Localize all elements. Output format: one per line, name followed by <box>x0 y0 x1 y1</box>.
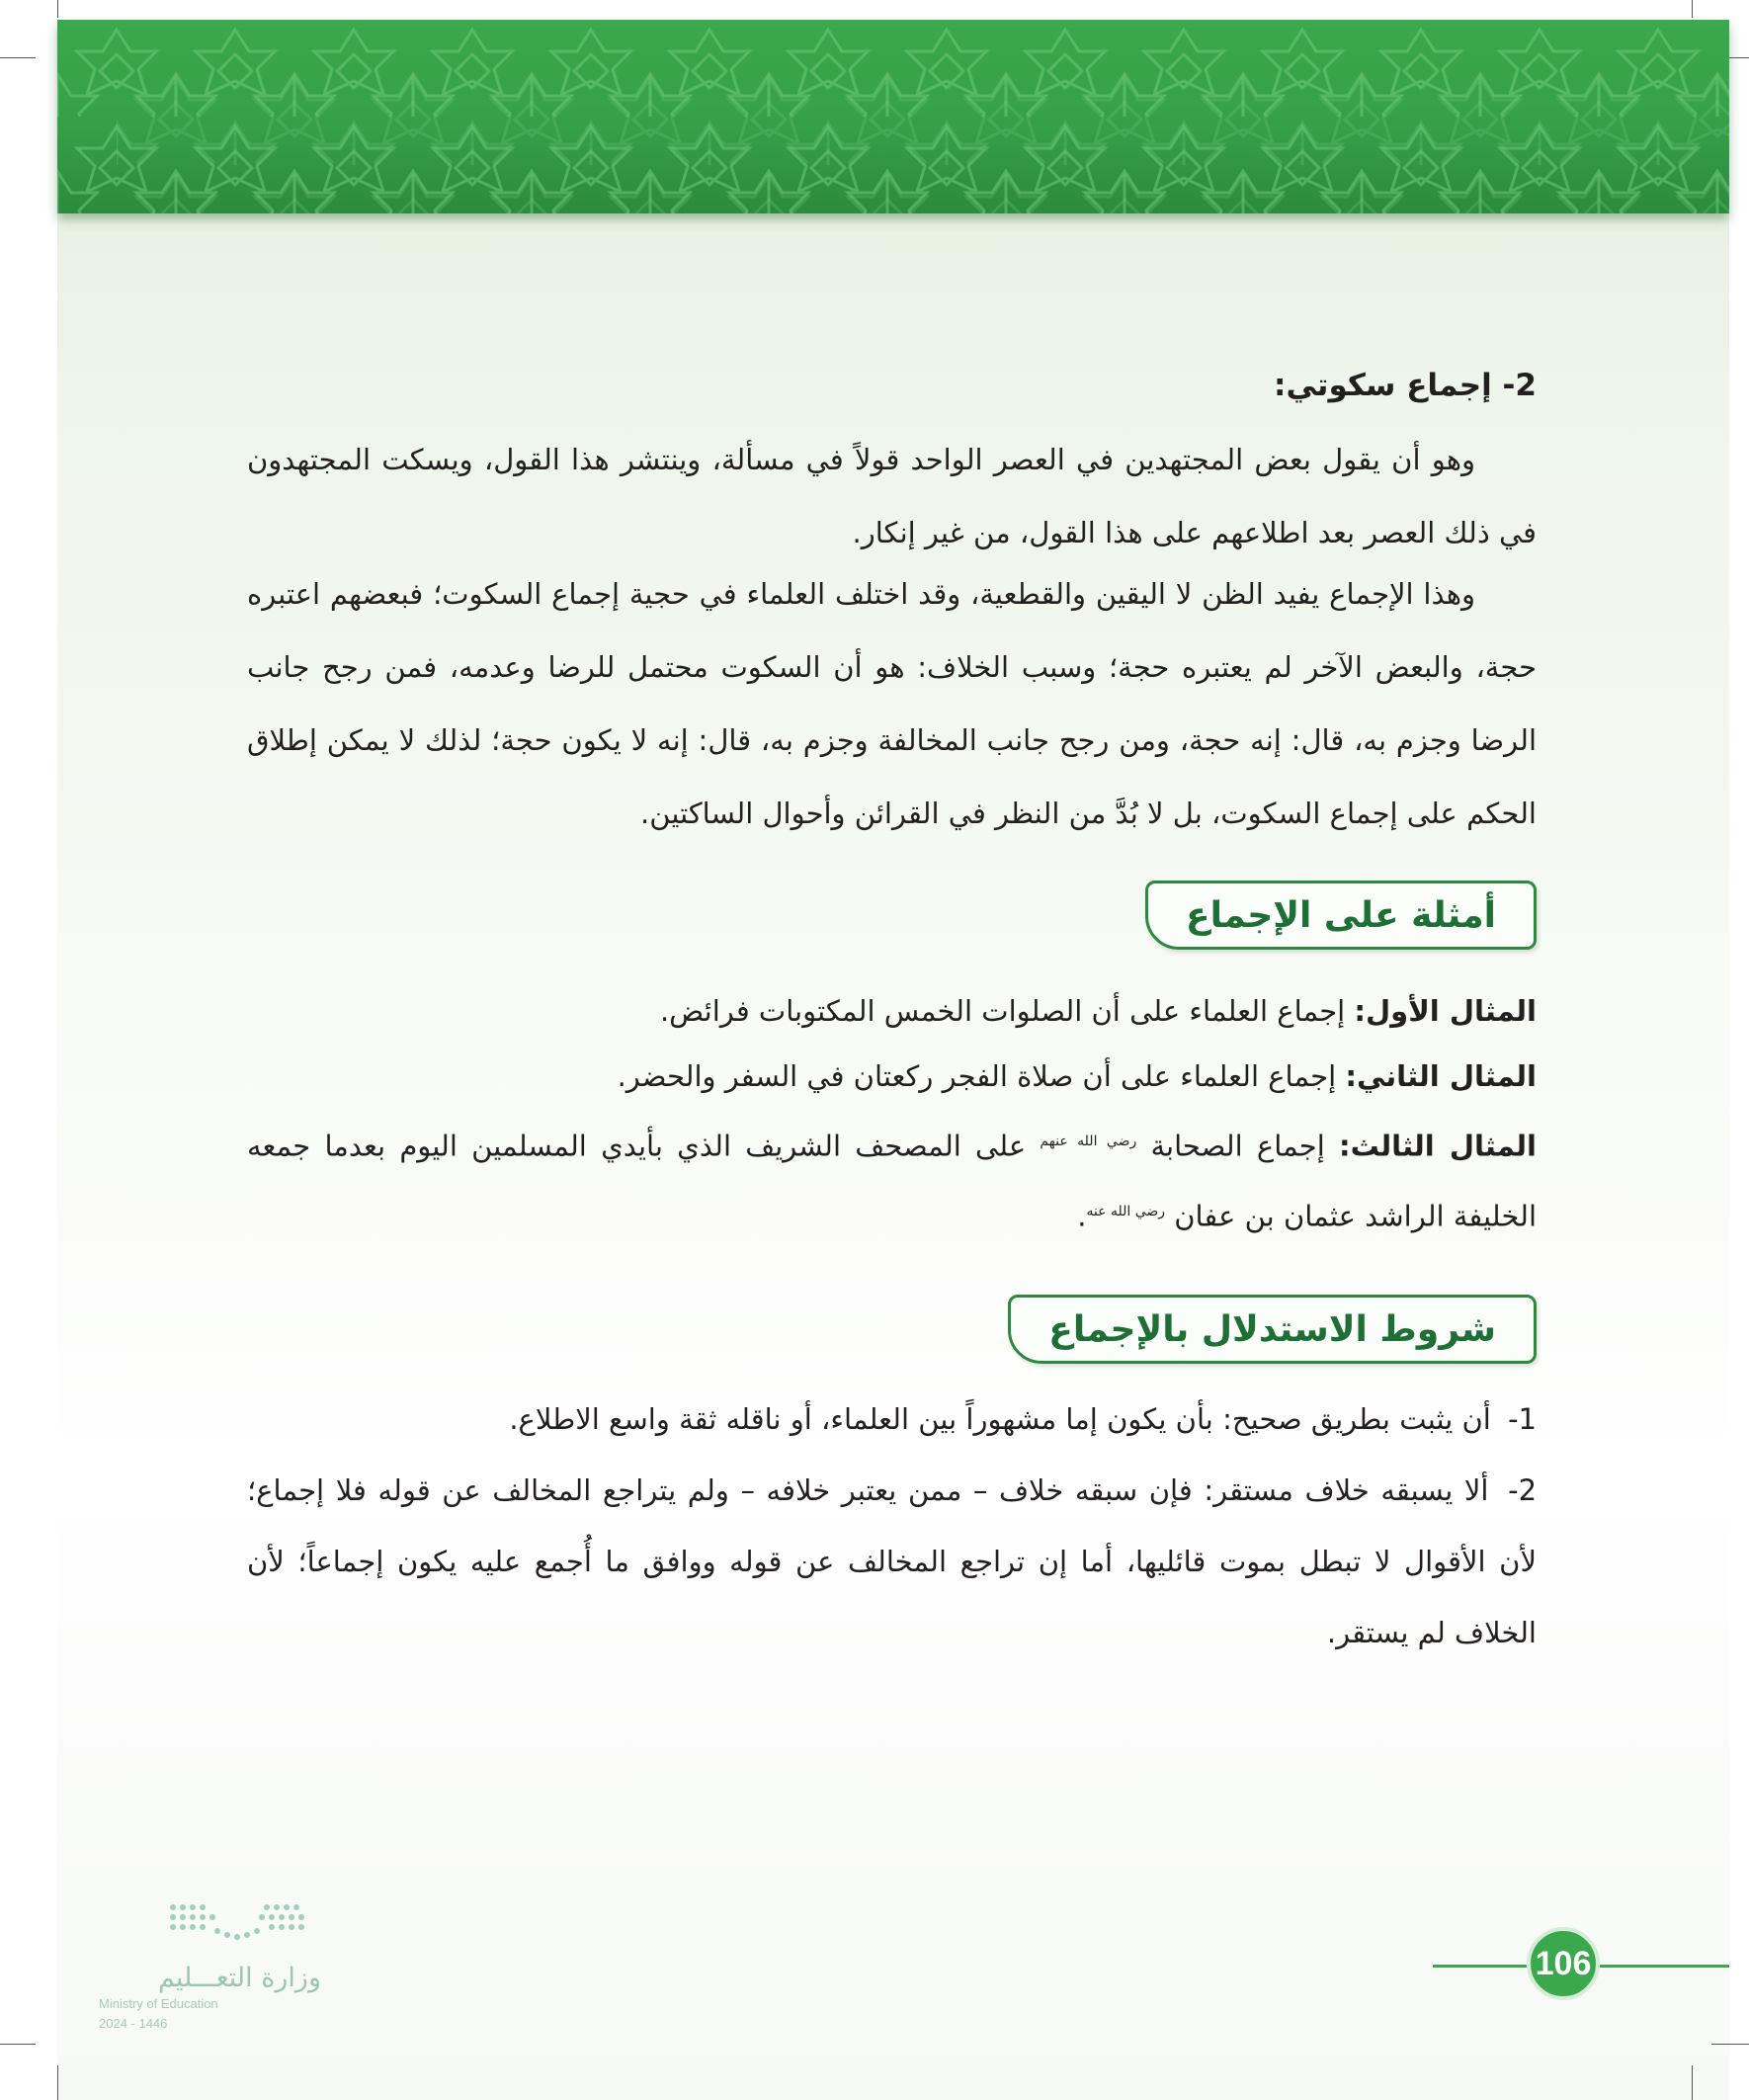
section-title-examples <box>1145 881 1537 950</box>
condition-text: أن يثبت بطريق صحيح: بأن يكون إما مشهوراً بين العلماء، أو ناقله ثقة واسع الاطلاع. <box>509 1402 1491 1436</box>
page-number-line <box>1600 1965 1729 1968</box>
header-banner <box>57 20 1729 213</box>
ministry-year: 2024 - 1446 <box>99 2016 168 2031</box>
condition-number: 1- <box>1508 1402 1537 1436</box>
example-item <box>247 1044 1537 1109</box>
crop-mark <box>0 2044 36 2045</box>
page-number-line <box>1433 1965 1527 1968</box>
condition-item <box>247 1455 1537 1668</box>
crop-mark <box>57 0 58 18</box>
honorific: رضي الله عنهم <box>1040 1134 1137 1149</box>
crop-mark <box>1692 0 1693 18</box>
page-number: 106 <box>1527 1927 1600 2000</box>
section-title-text: أمثلة على الإجماع <box>1186 894 1496 936</box>
crop-mark <box>57 2065 58 2100</box>
example-text: إجماع الصحابة <box>1136 1129 1339 1163</box>
condition-text: ألا يسبقه خلاف مستقر: فإن سبقه خلاف – ممن يعتبر خلافه – ولم يتراجع المخالف عن قوله فلا إجماع؛ لأن الأقوال لا تبطل بموت قائليها، أما إن تراجع المخالف عن قوله ووافق ما أُجمع عليه يكون إجماعاً؛ لأن الخلاف لم يستقر. <box>247 1473 1537 1649</box>
crop-mark <box>0 57 36 58</box>
example-label: المثال الأول: <box>1354 994 1537 1028</box>
paragraph: وهو أن يقول بعض المجتهدين في العصر الواحد قولاً في مسألة، وينتشر هذا القول، ويسكت المجتهدون في ذلك العصر بعد اطلاعهم على هذا القول، من غير إنكار. <box>247 443 1537 549</box>
paragraph: وهذا الإجماع يفيد الظن لا اليقين والقطعية، وقد اختلف العلماء في حجية إجماع السكوت؛ فبعضهم اعتبره حجة، والبعض الآخر لم يعتبره حجة؛ وسبب الخلاف: هو أن السكوت محتمل للرضا وعدمه، فمن رجح جانب الرضا وجزم به، قال: إنه حجة، ومن رجح جانب المخالفة وجزم به، قال: إنه لا يكون حجة؛ لذلك لا يمكن إطلاق الحكم على إجماع السكوت، بل لا بُدَّ من النظر في القرائن وأحوال الساكتين. <box>247 577 1537 830</box>
crop-mark <box>1711 2044 1749 2045</box>
section-title-text: شروط الاستدلال بالإجماع <box>1048 1308 1496 1350</box>
honorific: رضي الله عنه <box>1086 1203 1166 1219</box>
example-label: المثال الثالث: <box>1339 1129 1538 1163</box>
example-item <box>247 978 1537 1044</box>
section-title-conditions <box>1008 1295 1537 1364</box>
geometric-pattern-icon <box>57 20 1729 213</box>
ministry-name-english: Ministry of Education <box>99 1996 218 2011</box>
example-item <box>247 1109 1537 1248</box>
example-text: . <box>1077 1199 1087 1233</box>
ministry-logo <box>94 1897 321 2036</box>
crop-mark <box>1692 2065 1693 2100</box>
example-text: إجماع العلماء على أن صلاة الفجر ركعتان في السفر والحضر. <box>617 1059 1346 1093</box>
ministry-name-arabic: وزارة التعـــليم <box>157 1963 321 1993</box>
example-text: إجماع العلماء على أن الصلوات الخمس المكتوبات فرائض. <box>659 994 1355 1028</box>
example-label: المثال الثاني: <box>1345 1059 1537 1093</box>
sub-heading: 2- إجماع سكوتي: <box>1274 368 1537 403</box>
condition-number: 2- <box>1508 1473 1538 1507</box>
example-text: على المصحف الشريف الذي بأيدي المسلمين اليوم بعدما جمعه الخليفة الراشد عثمان بن عفان <box>247 1129 1537 1233</box>
condition-item <box>247 1384 1537 1455</box>
ministry-logo-icon <box>163 1897 321 1957</box>
